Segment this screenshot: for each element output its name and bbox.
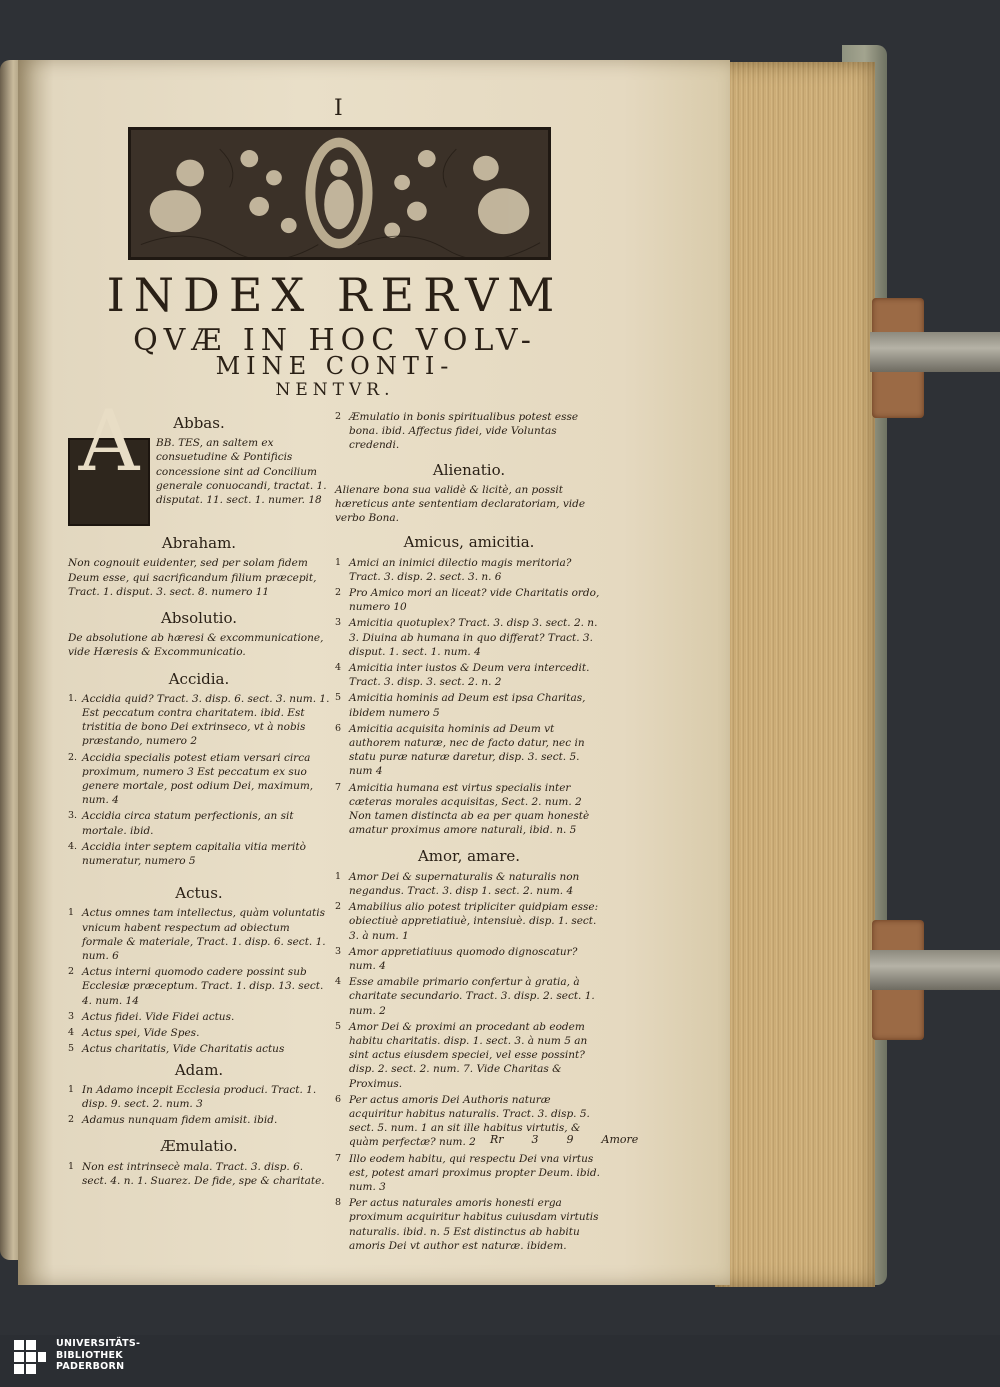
list-item bbox=[335, 1196, 603, 1253]
list-item bbox=[68, 965, 330, 1008]
entry-number: 3. bbox=[68, 810, 78, 822]
entry-text: In Adamo incepit Ecclesia produci. Tract. 1. disp. 9. sect. 2. num. 3 bbox=[82, 1083, 317, 1110]
entry-number: 2 bbox=[335, 411, 342, 422]
clasp-upper bbox=[870, 332, 1000, 372]
entry-number: 1 bbox=[335, 556, 342, 568]
entry-number: 6 bbox=[335, 722, 342, 734]
heading-abraham: Abraham. bbox=[161, 534, 237, 553]
page-number: I bbox=[334, 96, 343, 121]
list-item bbox=[335, 781, 603, 838]
entry-text: Actus spei, Vide Spes. bbox=[82, 1027, 200, 1040]
entry-text: Actus fidei. Vide Fidei actus. bbox=[82, 1010, 235, 1023]
entry-text: Amor Dei & proximi an procedant ab eodem habitu charitatis. disp. 1. sect. 3. à num 5 an sint actus eiusdem speciei, vel esse possint? disp. 2. sect. 2. num. 7. Vide Charitas & Proximus. bbox=[349, 1020, 588, 1090]
entry-text: Per actus naturales amoris honesti erga proximum acquiritur habitus cuiusdam virtutis naturalis. ibid. n. 5 Est distinctus ab habitu amoris Dei vt author est naturæ. ibidem. bbox=[349, 1197, 599, 1252]
library-name-line-3: PADERBORN bbox=[56, 1361, 125, 1372]
catchword: Amore bbox=[601, 1133, 639, 1146]
list-item bbox=[335, 900, 603, 943]
list-item bbox=[335, 975, 603, 1018]
entry-text: Amicitia humana est virtus specialis inter cæteras morales acquisitas, Sect. 2. num. 2 Non tamen distincta ab ea per quam honestè amatur proximus amore naturali, ibid. n. 5 bbox=[349, 781, 590, 837]
title-line-2: QVÆ IN HOC VOLV- bbox=[133, 323, 537, 358]
entry-number: 4 bbox=[335, 976, 342, 988]
entry-number: 2. bbox=[68, 751, 78, 763]
page-fore-edge bbox=[715, 62, 875, 1287]
entry-text: Accidia quid? Tract. 3. disp. 6. sect. 3. num. 1. Est peccatum contra charitatem. ibid. Est tristitia de bono Dei extrinseco, vt à nobis præstando, numero 2 bbox=[82, 692, 330, 748]
heading-amor: Amor, amare. bbox=[417, 847, 521, 866]
list-item bbox=[335, 691, 603, 719]
entry-number: 1 bbox=[68, 1083, 75, 1095]
list-item bbox=[335, 870, 603, 898]
list-item bbox=[335, 1152, 603, 1195]
entry-text: Accidia inter septem capitalia vitia meritò numeratur, numero 5 bbox=[82, 840, 306, 868]
list-item bbox=[68, 751, 330, 808]
entry-number: 2 bbox=[335, 587, 342, 599]
entry-text: Actus charitatis, Vide Charitatis actus bbox=[82, 1043, 285, 1056]
heading-aemulatio: Æmulatio. bbox=[160, 1137, 238, 1156]
entry-number: 1 bbox=[68, 1160, 75, 1172]
entry-number: 4 bbox=[68, 1027, 75, 1039]
entry-absolutio: De absolutione ab hæresi & excommunicatione, vide Hæresis & Excommunicatio. bbox=[68, 632, 324, 659]
heading-accidia: Accidia. bbox=[168, 669, 230, 688]
catch-number: 9 bbox=[566, 1133, 574, 1146]
list-item bbox=[68, 1113, 330, 1127]
entry-text: Amicitia inter iustos & Deum vera intercedit. Tract. 3. disp. 3. sect. 2. n. 2 bbox=[349, 662, 590, 689]
list-item bbox=[68, 809, 330, 837]
list-item bbox=[335, 410, 603, 453]
signature-number: 3 bbox=[531, 1133, 539, 1146]
entry-text: Amicitia acquisita hominis ad Deum vt authorem naturæ, nec de facto datur, nec in statu puræ naturæ daretur, disp. 3. sect. 5. num 4 bbox=[349, 722, 585, 778]
entry-text: Accidia specialis potest etiam versari circa proximum, numero 3 Est peccatum ex suo genere mortale, post odium Dei, maximum, num. 4 bbox=[82, 751, 314, 807]
heading-adam: Adam. bbox=[174, 1060, 224, 1079]
title-line-3: MINE CONTI- bbox=[215, 352, 455, 380]
entry-text: Amicitia quotuplex? Tract. 3. disp 3. sect. 2. n. 3. Diuina ab humana in quo differat? Tract. 3. disput. 1. sect. 1. num. 4 bbox=[349, 617, 598, 658]
entry-text: Non est intrinsecè mala. Tract. 3. disp. 6. sect. 4. n. 1. Suarez. De fide, spe & charitate. bbox=[82, 1160, 325, 1187]
entry-text: Amor Dei & supernaturalis & naturalis non negandus. Tract. 3. disp 1. sect. 2. num. 4 bbox=[349, 870, 580, 897]
entry-text: Amabilius alio potest tripliciter quidpiam esse: obiectiuè appretiatiuè, intensiuè. disp. 1. sect. 3. à num. 1 bbox=[349, 901, 599, 942]
list-item bbox=[335, 945, 603, 973]
index-column-right bbox=[335, 410, 603, 1255]
library-name-line-2: BIBLIOTHEK bbox=[56, 1349, 123, 1361]
list-item bbox=[68, 1083, 330, 1111]
entry-number: 3 bbox=[335, 617, 342, 629]
list-item bbox=[335, 616, 603, 659]
list-item bbox=[68, 1026, 330, 1040]
heading-alienatio: Alienatio. bbox=[432, 460, 506, 479]
entry-number: 1 bbox=[335, 870, 342, 882]
entry-number: 6 bbox=[335, 1093, 342, 1105]
title-line-4: NENTVR. bbox=[275, 380, 395, 400]
entry-text: Actus interni quomodo cadere possint sub Ecclesiæ præceptum. Tract. 1. disp. 13. sect. 4. num. 14 bbox=[82, 966, 324, 1007]
entry-text: Illo eodem habitu, qui respectu Dei vna virtus est, potest amari proximus propter Deum. ibid. num. 3 bbox=[349, 1152, 600, 1193]
heading-amicus: Amicus, amicitia. bbox=[403, 533, 535, 552]
library-name-line-1: UNIVERSITÄTS- bbox=[56, 1338, 141, 1349]
entry-number: 1. bbox=[68, 692, 78, 704]
entry-text: Accidia circa statum perfectionis, an sit mortale. ibid. bbox=[82, 810, 294, 837]
entry-number: 4 bbox=[335, 662, 342, 674]
heading-abbas: Abbas. bbox=[173, 414, 225, 432]
list-item bbox=[68, 840, 330, 868]
entry-number: 3 bbox=[68, 1010, 75, 1022]
entry-text: Æmulatio in bonis spiritualibus potest esse bona. ibid. Affectus fidei, vide Voluntas credendi. bbox=[349, 411, 579, 452]
woodcut-headpiece bbox=[128, 127, 551, 260]
entry-number: 2 bbox=[335, 901, 342, 913]
list-item bbox=[68, 692, 330, 749]
list-item bbox=[335, 556, 603, 584]
entry-text: Amicitia hominis ad Deum est ipsa Charitas, ibidem numero 5 bbox=[349, 692, 586, 719]
dropcap-letter: A bbox=[78, 392, 140, 491]
entry-number: 2 bbox=[68, 966, 75, 978]
clasp-lower bbox=[870, 950, 1000, 990]
library-name bbox=[56, 1338, 140, 1373]
list-item bbox=[68, 1042, 330, 1056]
entry-number: 8 bbox=[335, 1197, 342, 1209]
library-logo-icon bbox=[12, 1338, 48, 1376]
page-footer bbox=[490, 1133, 666, 1146]
list-item bbox=[335, 661, 603, 689]
entry-text: Actus omnes tam intellectus, quàm voluntatis vnicum habent respectum ad obiectum formale & materiale, Tract. 1. disp. 6. sect. 1. num. 6 bbox=[82, 907, 326, 963]
index-column-left bbox=[68, 392, 330, 1190]
heading-absolutio: Absolutio. bbox=[161, 609, 237, 628]
entry-number: 3 bbox=[335, 945, 342, 957]
entry-abbas: BB. TES, an saltem ex consuetudine & Pontificis concessione sint ad Concilium generale conuocandi, tractat. 1. disputat. 11. sect. 1. numer. 18 bbox=[156, 437, 327, 507]
signature-mark: Rr bbox=[490, 1133, 504, 1146]
entry-text: Amor appretiatiuus quomodo dignoscatur? num. 4 bbox=[349, 945, 578, 972]
entry-text: Esse amabile primario confertur à gratia, à charitate secundario. Tract. 3. disp. 2. sect. 1. num. 2 bbox=[349, 976, 595, 1017]
list-item bbox=[335, 1020, 603, 1091]
entry-text: Pro Amico mori an liceat? vide Charitatis ordo, numero 10 bbox=[349, 587, 600, 614]
list-item bbox=[68, 906, 330, 963]
entry-number: 5 bbox=[335, 1020, 342, 1032]
entry-number: 7 bbox=[335, 1152, 342, 1164]
title-line-1: INDEX RERVM bbox=[106, 268, 564, 322]
entry-number: 4. bbox=[68, 840, 78, 852]
entry-number: 2 bbox=[68, 1114, 75, 1126]
entry-text: Amici an inimici dilectio magis meritoria? Tract. 3. disp. 2. sect. 3. n. 6 bbox=[349, 556, 572, 583]
entry-number: 7 bbox=[335, 781, 342, 793]
heading-actus: Actus. bbox=[175, 884, 223, 903]
entry-alienatio: Alienare bona sua validè & licitè, an possit hæreticus ante sententiam declaratoriam, vide verbo Bona. bbox=[335, 483, 586, 525]
list-item bbox=[335, 722, 603, 779]
entry-abraham: Non cognouit euidenter, sed per solam fidem Deum esse, qui sacrificandum filium præcepit, Tract. 1. disput. 3. sect. 8. numero 11 bbox=[68, 557, 317, 598]
list-item bbox=[335, 586, 603, 614]
list-item bbox=[68, 1010, 330, 1024]
decorated-initial bbox=[68, 392, 150, 526]
entry-number: 5 bbox=[68, 1043, 75, 1055]
entry-number: 5 bbox=[335, 692, 342, 704]
entry-text: Per actus amoris Dei Authoris naturæ acquiritur habitus naturalis. Tract. 3. disp. 5. sect. 5. num. 1 an sit ille habitus virtutis, & quàm perfectæ? num. 2 bbox=[349, 1093, 590, 1149]
entry-text: Adamus nunquam fidem amisit. ibid. bbox=[82, 1114, 278, 1127]
entry-number: 1 bbox=[68, 907, 75, 919]
list-item bbox=[68, 1160, 330, 1188]
